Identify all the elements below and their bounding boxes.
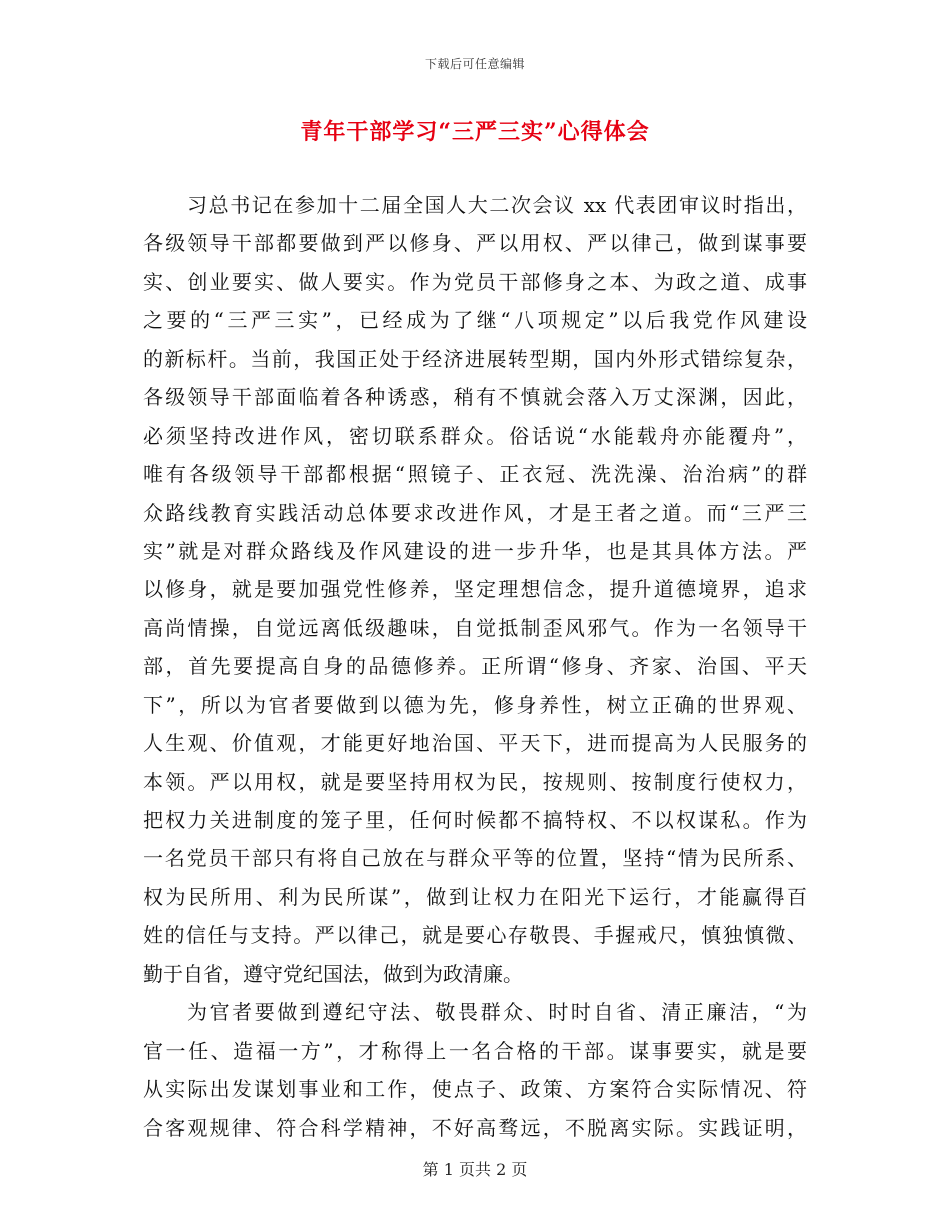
text-line: 高尚情操，自觉远离低级趣味，自觉抵制歪风邪气。作为一名领导干 <box>143 615 807 640</box>
text-line: 权为民所用、利为民所谋”，做到让权力在阳光下运行，才能赢得百 <box>143 884 807 909</box>
text-line: 为官者要做到遵纪守法、敬畏群众、时时自省、清正廉洁，“为 <box>187 1000 807 1025</box>
document-title: 青年干部学习“三严三实”心得体会 <box>300 119 650 145</box>
text-line: 下”，所以为官者要做到以德为先，修身养性，树立正确的世界观、 <box>143 692 807 717</box>
document-body <box>143 186 807 1147</box>
header-note: 下载后可任意编辑 <box>424 57 525 71</box>
text-line: 习总书记在参加十二届全国人大二次会议 xx 代表团审议时指出， <box>187 193 807 217</box>
text-line: 之要的“三严三实”，已经成为了继“八项规定”以后我党作风建设 <box>143 308 807 333</box>
text-line: 合客观规律、符合科学精神，不好高骛远，不脱离实际。实践证明， <box>143 1115 807 1140</box>
text-line: 本领。严以用权，就是要坚持用权为民，按规则、按制度行使权力， <box>143 769 807 794</box>
text-line: 唯有各级领导干部都根据“照镜子、正衣冠、洗洗澡、治治病”的群 <box>143 462 807 487</box>
page-footer: 第 1 页共 2 页 <box>422 1160 528 1179</box>
text-line: 的新标杆。当前，我国正处于经济进展转型期，国内外形式错综复杂， <box>143 346 807 371</box>
text-line: 一名党员干部只有将自己放在与群众平等的位置，坚持“情为民所系、 <box>143 846 807 871</box>
text-line: 人生观、价值观，才能更好地治国、平天下，进而提高为人民服务的 <box>143 731 807 756</box>
text-line: 实”就是对群众路线及作风建设的进一步升华，也是其具体方法。严 <box>143 538 807 563</box>
text-line: 实、创业要实、做人要实。作为党员干部修身之本、为政之道、成事 <box>143 269 807 294</box>
text-line: 姓的信任与支持。严以律己，就是要心存敬畏、手握戒尺，慎独慎微、 <box>143 923 807 948</box>
text-line: 勤于自省，遵守党纪国法，做到为政清廉。 <box>143 961 523 986</box>
text-line: 从实际出发谋划事业和工作，使点子、政策、方案符合实际情况、符 <box>143 1077 807 1102</box>
text-line: 部，首先要提高自身的品德修养。正所谓“修身、齐家、治国、平天 <box>143 654 807 679</box>
text-line: 各级领导干部面临着各种诱惑，稍有不慎就会落入万丈深渊，因此， <box>143 385 807 410</box>
paragraph-2 <box>143 993 807 1147</box>
paragraph-1 <box>143 186 807 993</box>
text-line: 各级领导干部都要做到严以修身、严以用权、严以律己，做到谋事要 <box>143 231 807 256</box>
text-line: 众路线教育实践活动总体要求改进作风，才是王者之道。而“三严三 <box>143 500 807 525</box>
text-line: 把权力关进制度的笼子里，任何时候都不搞特权、不以权谋私。作为 <box>143 808 807 832</box>
text-line: 以修身，就是要加强党性修养，坚定理想信念，提升道德境界，追求 <box>143 577 807 602</box>
text-line: 必须坚持改进作风，密切联系群众。俗话说“水能载舟亦能覆舟”， <box>143 423 807 448</box>
text-line: 官一任、造福一方”，才称得上一名合格的干部。谋事要实，就是要 <box>143 1038 807 1063</box>
